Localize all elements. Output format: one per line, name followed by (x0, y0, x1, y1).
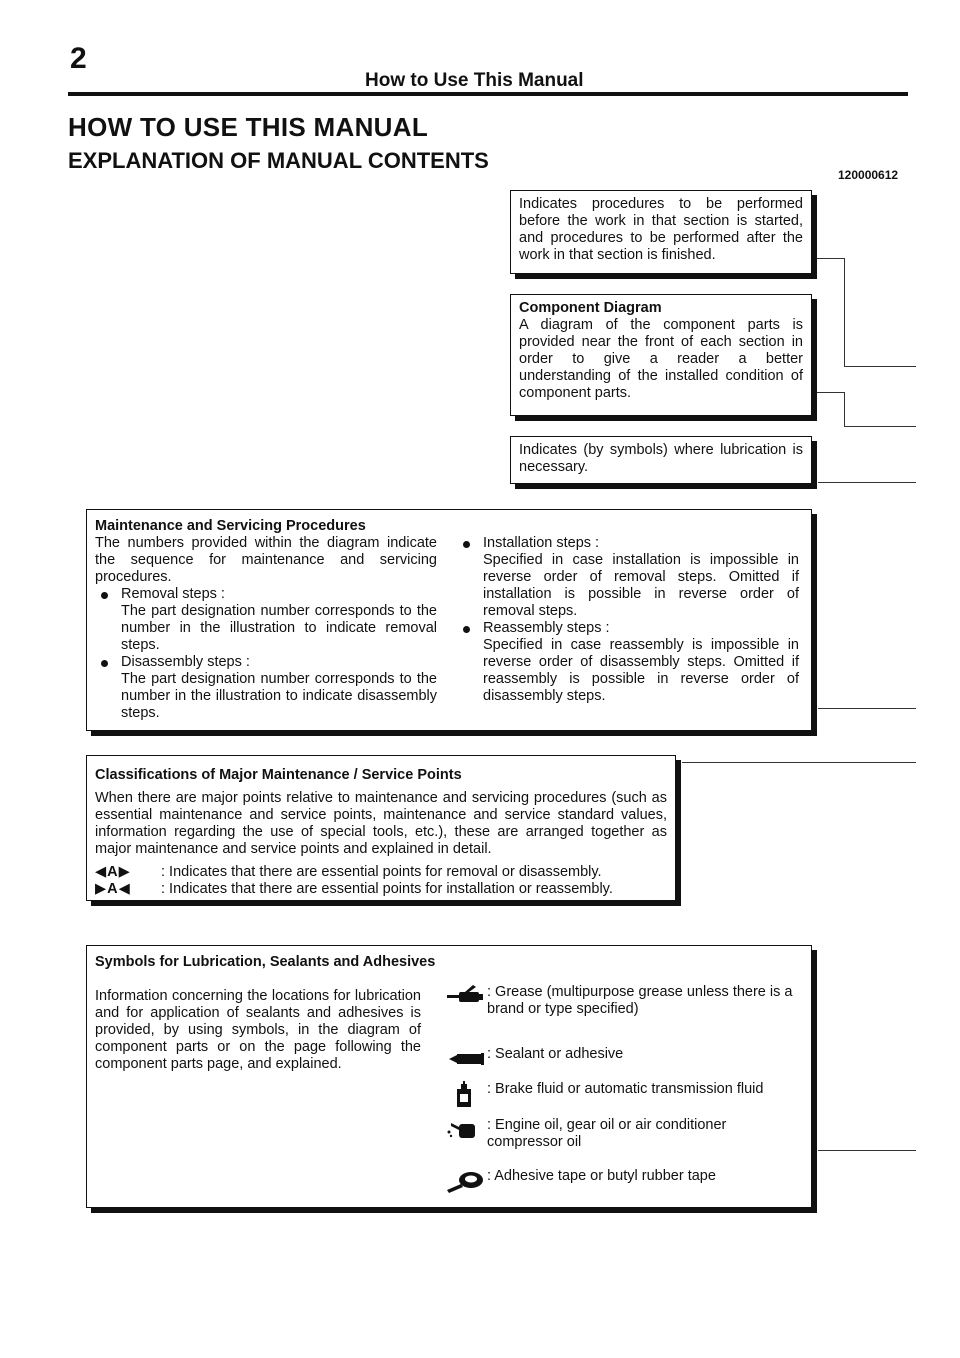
disassembly-steps-label: Disassembly steps : (95, 654, 437, 671)
bullet-icon (101, 660, 108, 667)
maintenance-title: Maintenance and Servicing Procedures (95, 518, 366, 534)
page-number: 2 (70, 42, 87, 75)
symbols-box (86, 945, 812, 1208)
leader-line (818, 708, 916, 709)
bullet-icon (463, 626, 470, 633)
symbol-text-grease: : Grease (multipurpose grease unless there is a brand or type specified) (487, 984, 793, 1017)
symbol-row-tape (443, 1168, 799, 1194)
callout-text: Indicates procedures to be performed before the work in that section is started, and procedures to be performed after the work in that section is finished. (519, 196, 803, 263)
symbol-row-brake-fluid (443, 1081, 799, 1107)
callout-component-diagram (510, 294, 812, 416)
sealant-tube-icon (443, 1046, 487, 1072)
installation-steps-text: Specified in case installation is impossible in reverse order of removal steps. Omitted if installation is possible in reverse order of removal steps. (483, 552, 799, 619)
callout-text: Indicates (by symbols) where lubrication is necessary. (519, 442, 803, 475)
section-title: EXPLANATION OF MANUAL CONTENTS (68, 148, 489, 173)
symbol-text-sealant: : Sealant or adhesive (487, 1046, 624, 1062)
leader-line (818, 1150, 916, 1151)
symbols-intro: Information concerning the locations for lubrication and for application of sealants and adhesives is provided, by using symbols, in the diagram of component parts or on the page following the component parts page, and explained. (95, 988, 421, 1072)
running-title: How to Use This Manual (365, 70, 584, 91)
classifications-text: When there are major points relative to maintenance and servicing procedures (such as essential maintenance and service points, maintenance and service standard values, information regarding the use of special tools, etc.), these are arranged together as major maintenance and service points and explained in detail. (95, 790, 667, 857)
symbol-row-sealant (443, 1046, 799, 1072)
callout-pre-post-procedures (510, 190, 812, 274)
leader-line (844, 426, 916, 427)
page-title: HOW TO USE THIS MANUAL (68, 112, 428, 142)
brake-fluid-bottle-icon (443, 1081, 487, 1107)
leader-line (812, 258, 844, 259)
document-code: 120000612 (838, 168, 899, 182)
removal-mark-row (95, 864, 667, 881)
callout-lubrication (510, 436, 812, 484)
classifications-box (86, 755, 676, 901)
symbol-text-tape: : Adhesive tape or butyl rubber tape (487, 1168, 716, 1184)
reassembly-steps-label: Reassembly steps : (457, 620, 799, 637)
maintenance-intro: The numbers provided within the diagram indicate the sequence for maintenance and servicing procedures. (95, 535, 437, 585)
symbol-row-grease (443, 984, 799, 1018)
removal-mark-text: : Indicates that there are essential points for removal or disassembly. (161, 864, 602, 880)
reassembly-steps-text: Specified in case reassembly is impossible in reverse order of disassembly steps. Omitted if reassembly is possible in reverse order of disassembly steps. (483, 637, 799, 704)
leader-line (844, 366, 916, 367)
symbol-text-brake-fluid: : Brake fluid or automatic transmission fluid (487, 1081, 764, 1097)
tape-roll-icon (443, 1168, 487, 1194)
leader-line (844, 392, 845, 426)
header-rule (68, 92, 908, 96)
disassembly-steps-text: The part designation number corresponds to the number in the illustration to indicate disassembly steps. (121, 671, 437, 721)
removal-mark-symbol: ◀A▶ (95, 864, 131, 880)
leader-line (812, 392, 844, 393)
callout-text: A diagram of the component parts is provided near the front of each section in order to give a reader a better understanding of the installed condition of component parts. (519, 317, 803, 401)
bullet-icon (101, 592, 108, 599)
classifications-title: Classifications of Major Maintenance / Service Points (95, 767, 462, 783)
symbol-text-engine-oil: : Engine oil, gear oil or air conditioner compressor oil (487, 1117, 727, 1150)
grease-gun-icon (443, 984, 487, 1010)
maintenance-right-column (457, 535, 799, 705)
leader-line (682, 762, 916, 763)
removal-steps-text: The part designation number corresponds to the number in the illustration to indicate removal steps. (121, 603, 437, 653)
leader-line (818, 482, 916, 483)
removal-steps-label: Removal steps : (95, 586, 437, 603)
leader-line (844, 258, 845, 366)
installation-steps-label: Installation steps : (457, 535, 799, 552)
symbols-title: Symbols for Lubrication, Sealants and Adhesives (95, 954, 436, 970)
install-mark-symbol: ▶A◀ (95, 881, 131, 897)
oil-can-icon (443, 1117, 487, 1143)
install-mark-row (95, 881, 667, 898)
maintenance-procedures-box (86, 509, 812, 731)
maintenance-left-column (95, 518, 437, 722)
symbol-row-engine-oil (443, 1117, 799, 1151)
bullet-icon (463, 541, 470, 548)
install-mark-text: : Indicates that there are essential points for installation or reassembly. (161, 881, 613, 897)
callout-title: Component Diagram (519, 300, 662, 316)
